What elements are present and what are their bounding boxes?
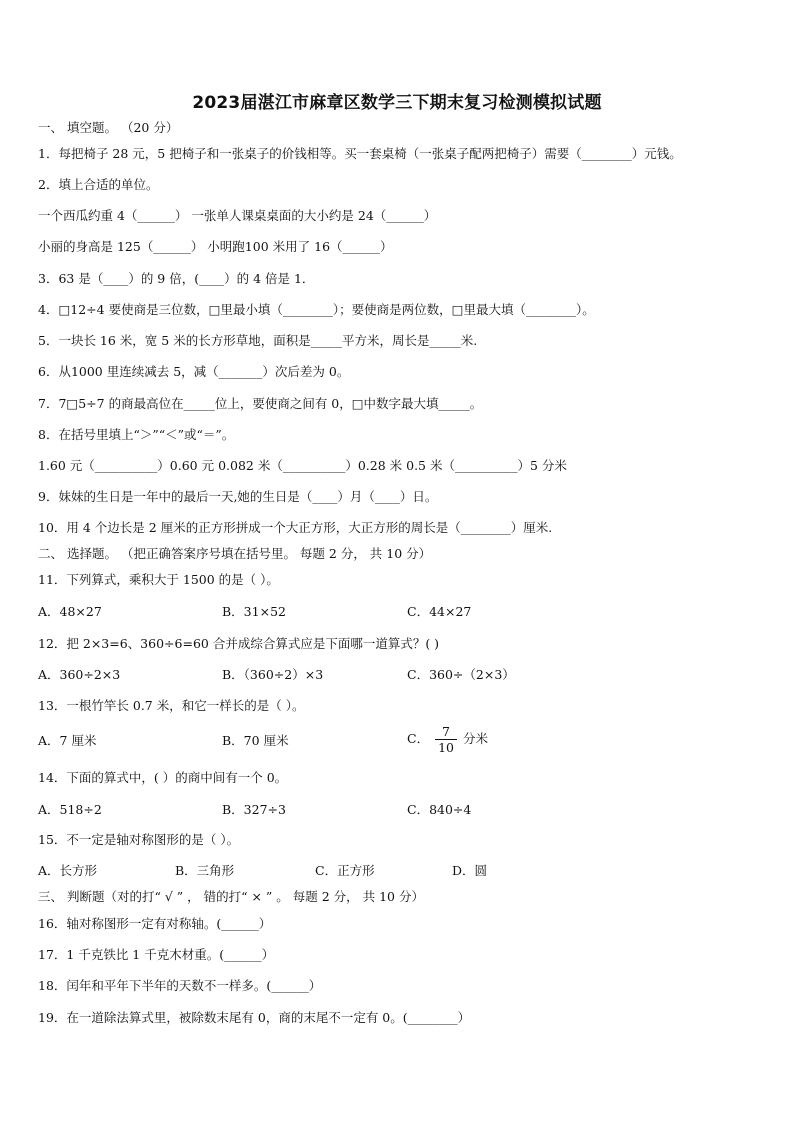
option-b: B．（360÷2）×3	[222, 667, 324, 682]
option-a: A．518÷2	[38, 802, 102, 817]
option-a: A．360÷2×3	[38, 667, 121, 682]
question-7: 7．7□5÷7 的商最高位在_____位上，要使商之间有 0，□中数字最大填_____。	[38, 396, 483, 411]
question-17: 17．1 千克铁比 1 千克木材重。(______）	[38, 947, 275, 962]
question-3: 3．63 是（____）的 9 倍，(____）的 4 倍是 1．	[38, 271, 315, 286]
option-b: B．三角形	[175, 863, 235, 878]
question-8: 8．在括号里填上“＞”“＜”或“＝”。	[38, 427, 235, 442]
question-18: 18．闰年和平年下半年的天数不一样多。(______）	[38, 978, 322, 993]
option-c: C．44×27	[407, 604, 472, 619]
option-a: A．长方形	[38, 863, 98, 878]
option-c: C．840÷4	[407, 802, 472, 817]
question-5: 5．一块长 16 米，宽 5 米的长方形草地，面积是_____平方米，周长是_____米.	[38, 333, 478, 348]
question-19: 19．在一道除法算式里，被除数末尾有 0，商的末尾不一定有 0。(________）	[38, 1010, 471, 1025]
option-c: C．正方形	[315, 863, 375, 878]
question-12-options	[38, 667, 758, 685]
question-8-items: 1.60 元（__________）0.60 元 0.082 米（__________）0.28 米 0.5 米（__________）5 分米	[38, 458, 567, 473]
question-11-options	[38, 604, 758, 622]
option-a: A．7 厘米	[38, 733, 97, 748]
question-4: 4．□12÷4 要使商是三位数，□里最小填（________）；要使商是两位数，□里最大填（________）。	[38, 302, 595, 317]
question-2-line-b: 小丽的身高是 125（______） 小明跑100 米用了 16（______）	[38, 239, 393, 254]
question-11: 11．下列算式，乘积大于 1500 的是（ ）。	[38, 572, 279, 587]
question-6: 6．从1000 里连续减去 5，减（_______）次后差为 0。	[38, 364, 350, 379]
exam-title: 2023届湛江市麻章区数学三下期末复习检测模拟试题	[192, 93, 602, 113]
question-15: 15．不一定是轴对称图形的是（ ）。	[38, 832, 240, 847]
question-10: 10．用 4 个边长是 2 厘米的正方形拼成一个大正方形，大正方形的周长是（________）厘米.	[38, 520, 553, 535]
question-2-line-a: 一个西瓜约重 4（______） 一张单人课桌桌面的大小约是 24（______）	[38, 208, 437, 223]
option-b: B．70 厘米	[222, 733, 289, 748]
fraction-denominator: 10	[438, 740, 454, 755]
fraction	[435, 724, 457, 755]
section-1-header: 一、 填空题。 （20 分）	[38, 120, 179, 135]
option-c-unit: 分米	[462, 731, 488, 746]
fraction-numerator: 7	[435, 724, 457, 740]
question-12: 12．把 2×3=6、360÷6=60 合并成综合算式应是下面哪一道算式？( )	[38, 636, 440, 651]
option-a: A．48×27	[38, 604, 102, 619]
question-13-options	[38, 724, 758, 764]
section-3-header: 三、 判断题（对的打“ √ ” ， 错的打“ × ” 。 每题 2 分， 共 10 分）	[38, 889, 424, 904]
option-b: B．31×52	[222, 604, 286, 619]
question-9: 9．妹妹的生日是一年中的最后一天,她的生日是（____）月（____）日。	[38, 489, 438, 504]
option-d: D．圆	[452, 863, 488, 878]
section-2-header: 二、 选择题。 （把正确答案序号填在括号里。 每题 2 分， 共 10 分）	[38, 546, 432, 561]
option-c	[407, 724, 488, 755]
question-14: 14．下面的算式中，( ）的商中间有一个 0。	[38, 770, 288, 785]
option-b: B．327÷3	[222, 802, 286, 817]
question-13: 13．一根竹竿长 0.7 米，和它一样长的是（ ）。	[38, 698, 305, 713]
question-15-options	[38, 863, 758, 881]
question-2: 2．填上合适的单位。	[38, 177, 159, 192]
question-14-options	[38, 802, 758, 820]
option-c: C．360÷（2×3）	[407, 667, 515, 682]
question-16: 16．轴对称图形一定有对称轴。(______）	[38, 916, 272, 931]
option-c-prefix: C．	[407, 731, 430, 746]
question-1: 1．每把椅子 28 元，5 把椅子和一张桌子的价钱相等。买一套桌椅（一张桌子配两把椅子）需要（________）元钱。	[38, 146, 682, 161]
